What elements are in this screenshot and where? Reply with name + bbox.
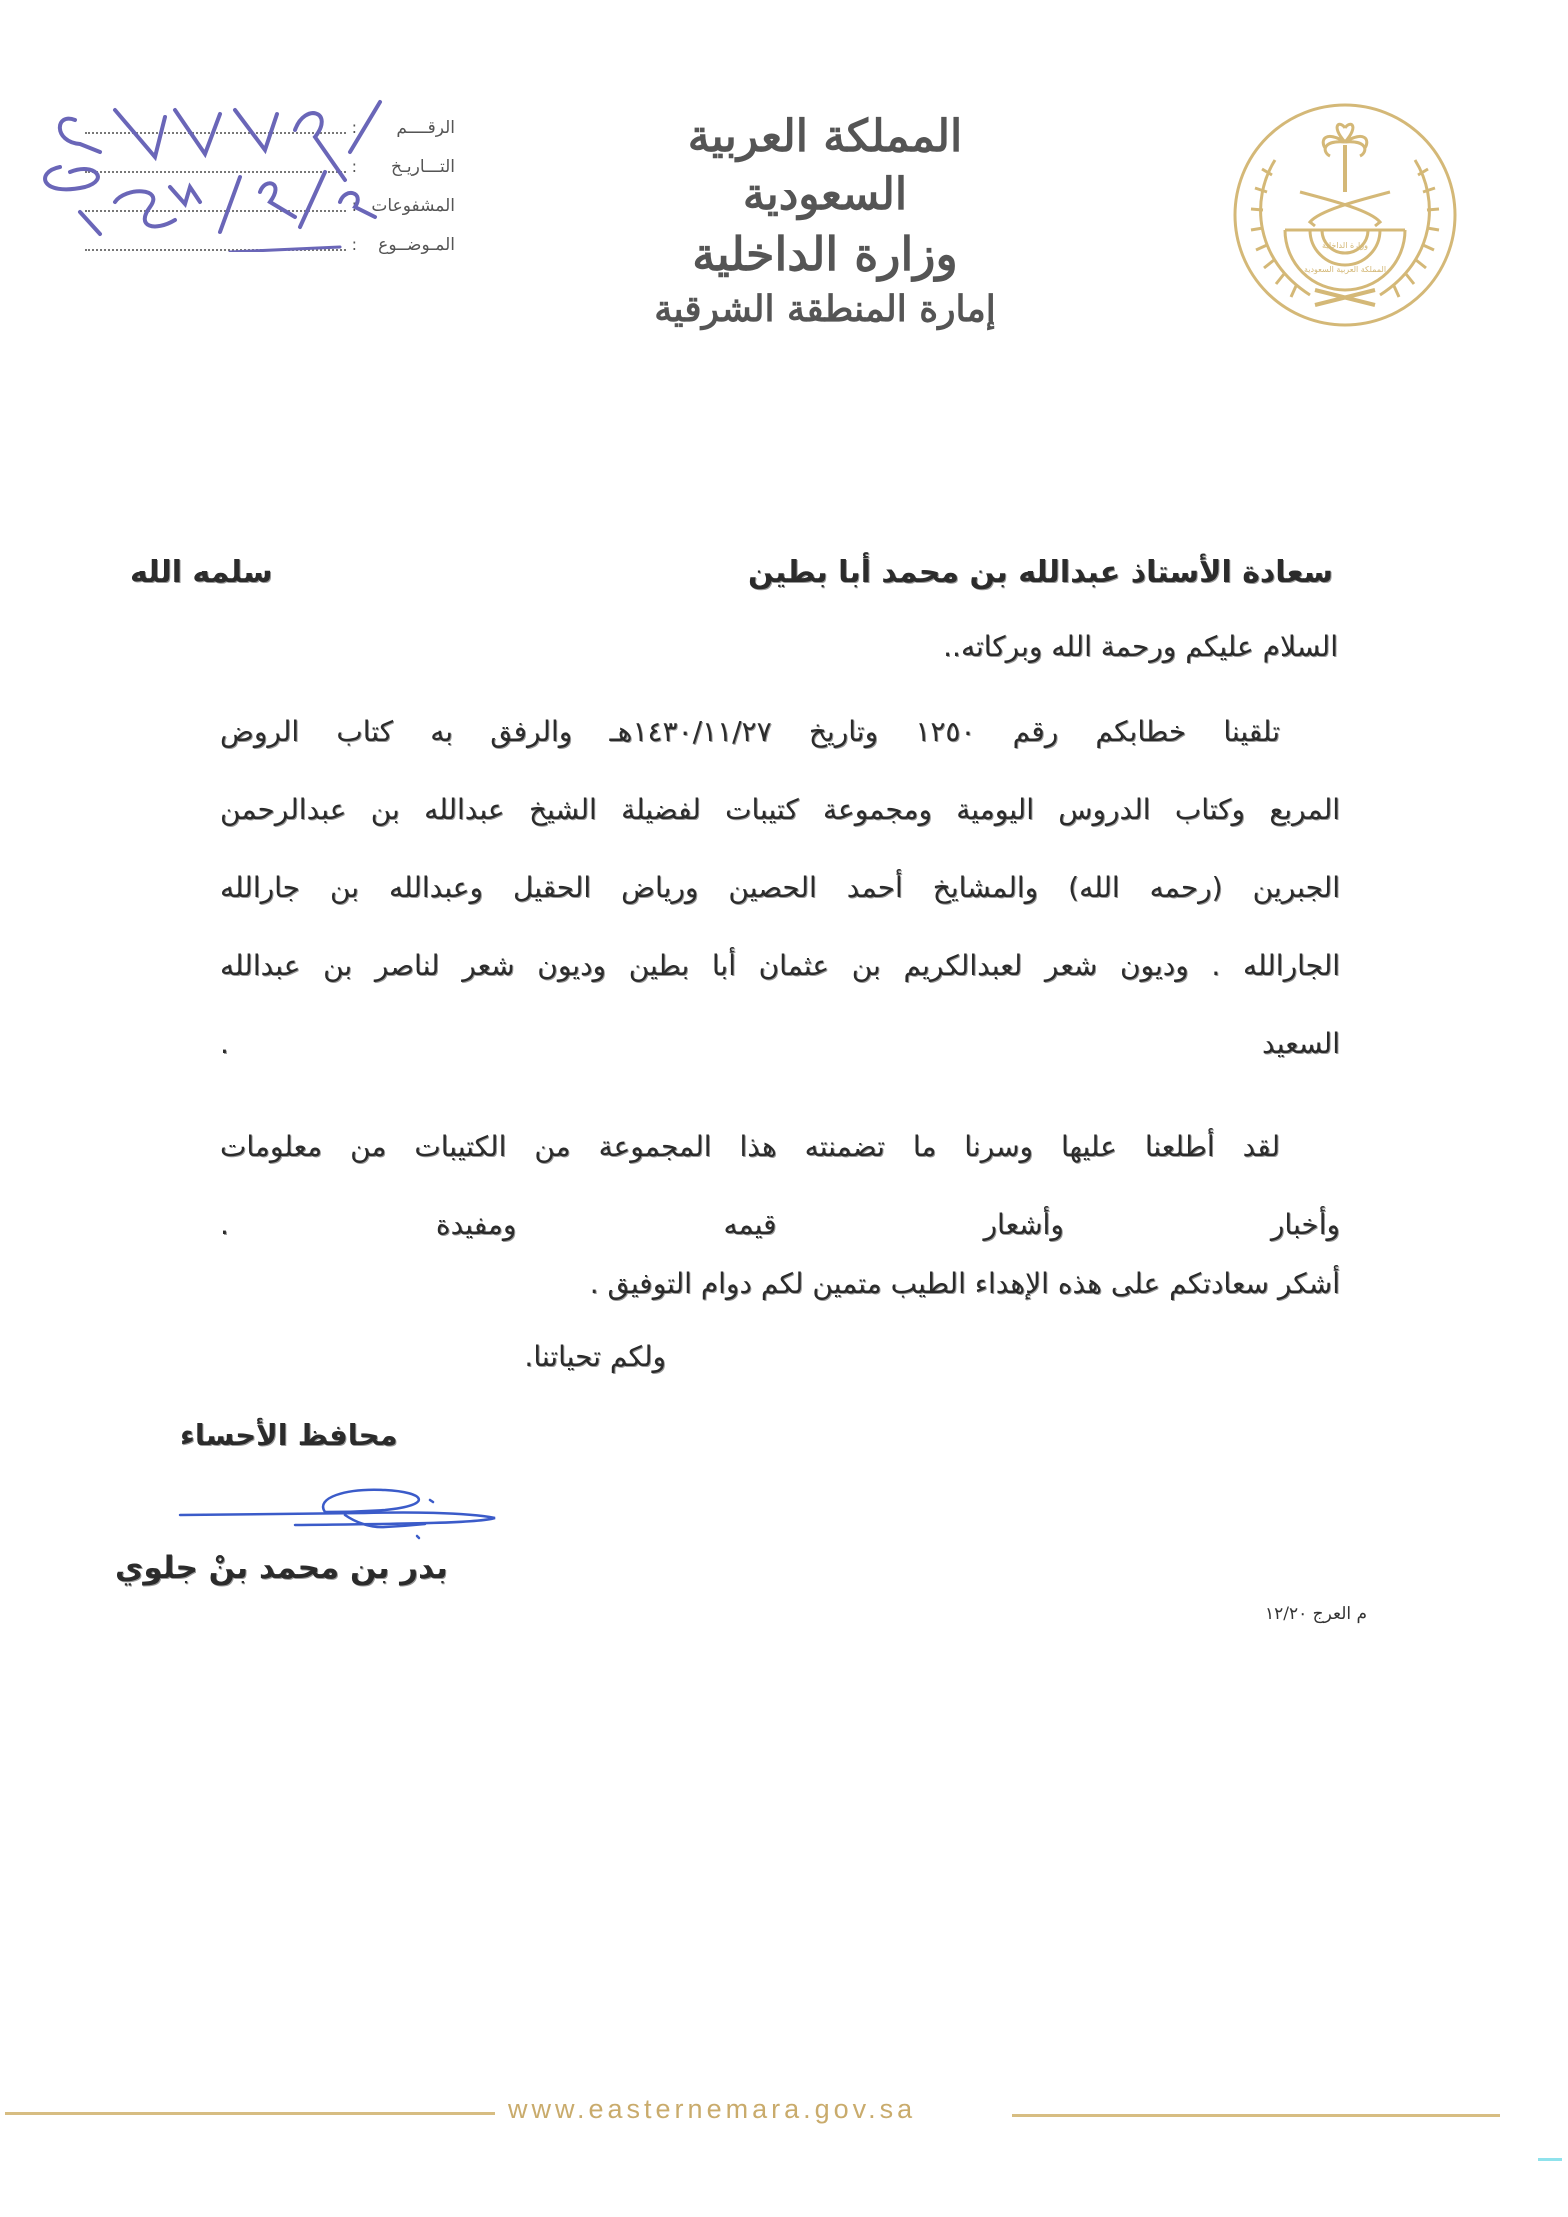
ref-label-date: التـــاريـخ <box>390 156 455 177</box>
ministry-emblem-logo <box>1230 100 1460 330</box>
signatory-title: محافظ الأحساء <box>180 1418 398 1452</box>
handwritten-number-stroke <box>115 110 165 157</box>
emblem-outer-ring <box>1235 105 1455 325</box>
handwritten-date-stroke <box>115 191 175 226</box>
handwritten-date-stroke <box>260 183 295 217</box>
paragraph-line: الجارالله . وديون شعر لعبدالكريم بن عثمان أبا بطين وديون شعر لناصر بن عبدالله <box>220 949 1340 982</box>
handwritten-signature <box>175 1480 505 1550</box>
emirate-name: إمارة المنطقة الشرقية <box>654 288 996 330</box>
handwritten-date-stroke <box>45 167 98 189</box>
handwritten-underline <box>230 247 340 252</box>
handwritten-reference <box>25 92 415 252</box>
wreath-left-stem <box>1261 160 1310 295</box>
footer-rule-right <box>1012 2114 1500 2117</box>
ref-colon: : <box>351 196 357 215</box>
emblem-text-upper: وزارة الداخلية <box>1322 241 1368 250</box>
handwritten-date-stroke <box>300 172 325 227</box>
paragraph-line: تلقينا خطابكم رقم ١٢٥٠ وتاريخ ١٤٣٠/١١/٢٧هـ والرفق به كتاب الروض <box>220 715 1280 748</box>
paragraph-line: الجبرين (رحمه الله) والمشايخ أحمد الحصين ورياض الحقيل وعبدالله بن جارالله <box>220 871 1340 904</box>
thanks-line: أشكر سعادتكم على هذه الإهداء الطيب متمين لكم دوام التوفيق . <box>589 1267 1340 1300</box>
ref-label-attachments: المشفوعات <box>371 195 455 216</box>
ref-label-number: الرقــــم <box>396 117 455 138</box>
paragraph-line: المربع وكتاب الدروس اليومية ومجموعة كتيبات لفضيلة الشيخ عبدالله بن عبدالرحمن <box>220 793 1340 826</box>
handwritten-date-stroke <box>80 212 100 234</box>
handwritten-date-stroke <box>220 177 240 232</box>
greeting: السلام عليكم ورحمة الله وبركاته.. <box>943 630 1338 663</box>
wreath-right-stem <box>1380 160 1429 295</box>
handwritten-number-stroke <box>60 119 100 152</box>
paragraph-line: السعيد . <box>220 1027 1340 1060</box>
closing-regards: ولكم تحياتنا. <box>524 1340 666 1373</box>
ref-colon: : <box>351 118 357 137</box>
scan-artifact-mark <box>1538 2158 1562 2161</box>
typist-reference: م العرج ١٢/٢٠ <box>1265 1604 1368 1624</box>
kingdom-name: المملكة العربية السعودية <box>687 111 963 220</box>
handwritten-number-stroke <box>235 110 277 150</box>
ministry-header <box>600 108 1050 334</box>
emblem-band-outer <box>1285 230 1405 290</box>
handwritten-number-stroke <box>175 110 220 154</box>
recipient-honorific: سلمه الله <box>130 555 273 590</box>
paragraph-2 <box>220 1108 1340 1264</box>
ministry-name: وزارة الداخلية <box>692 227 958 281</box>
footer-rule-left <box>5 2112 495 2115</box>
emblem-text-lower: المملكة العربية السعودية <box>1303 265 1387 274</box>
handwritten-number-stroke <box>350 102 380 152</box>
ref-colon: : <box>351 235 357 254</box>
ref-label-subject: المـوضــوع <box>378 234 455 255</box>
ref-colon: : <box>351 157 357 176</box>
handwritten-date-stroke <box>170 187 200 204</box>
handwritten-date-stroke <box>340 193 375 217</box>
paragraph-line: لقد أطلعنا عليها وسرنا ما تضمنته هذا المجموعة من الكتيبات من معلومات <box>220 1130 1280 1163</box>
wreath-ribbon <box>1315 290 1375 305</box>
signatory-name: بدر بن محمد بنْ جلوي <box>115 1550 448 1586</box>
recipient-name: سعادة الأستاذ عبدالله بن محمد أبا بطين <box>748 555 1333 590</box>
footer-website-link[interactable]: www.easternemara.gov.sa <box>508 2094 917 2124</box>
paragraph-1 <box>220 693 1340 1083</box>
handwritten-number-stroke <box>295 113 345 180</box>
paragraph-line: وأخبار وأشعار قيمه ومفيدة . <box>220 1208 1340 1241</box>
